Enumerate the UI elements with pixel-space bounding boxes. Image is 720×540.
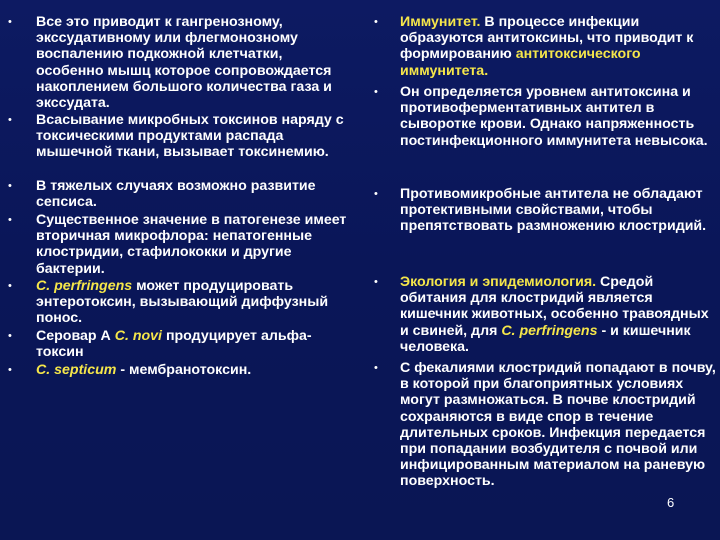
left-bullet-3 [0,178,352,212]
right-bullet-5 [368,360,718,490]
right-bullet-1 [368,14,718,84]
left-bullet-4 [0,212,352,278]
bullet-icon: • [8,114,12,126]
left-bullet-6-pre: Серовар А [36,328,115,344]
bullet-icon: • [8,214,12,226]
highlight-antitoxic-immunity: антитоксического иммунитета. [400,46,641,79]
left-bullet-5 [0,278,352,328]
organism-name: C. novi [114,328,162,344]
bullet-icon: • [374,86,378,98]
bullet-icon: • [8,180,12,192]
left-bullet-6-text: продуцирует альфа-токсин [36,328,312,361]
bullet-icon: • [8,280,12,292]
organism-name: C. perfringens [501,322,598,339]
right-bullet-2-text: Он определяется уровнем антитоксина и противоферментативных антител в сыворотке крови. Однако напряженность постинфекционного иммунитета невысока. [400,84,708,149]
right-bullet-2 [368,84,718,186]
right-bullet-3-text: Противомикробные антитела не обладают протективными свойствами, чтобы препятствовать размножению клостридий. [400,186,707,235]
organism-name: C. septicum [36,362,117,378]
left-column [0,14,352,378]
right-bullet-4 [368,274,718,360]
right-column [368,14,718,490]
bullet-icon: • [374,188,378,200]
left-bullet-2 [0,112,352,178]
page-number: 6 [667,495,675,510]
left-bullet-5-text: может продуцировать энтеротоксин, вызывающий диффузный понос. [36,278,329,327]
bullet-icon: • [8,16,12,28]
section-heading-ecology: Экология и эпидемиология. [400,274,597,290]
bullet-icon: • [8,330,12,342]
left-bullet-6 [0,328,352,362]
left-bullet-4-text: Существенное значение в патогенезе имеет вторичная микрофлора: непатогенные клостридии, стафилококки и другие бактерии. [36,212,347,277]
left-bullet-7-text: - мембранотоксин. [116,362,252,378]
right-bullet-3 [368,186,718,274]
right-bullet-1-text: В процессе инфекции образуются антитоксины, что приводит к формированию [400,14,694,63]
left-bullet-1 [0,14,352,112]
left-bullet-3-text: В тяжелых случаях возможно развитие сепсиса. [36,178,316,211]
left-bullet-7 [0,362,352,378]
right-bullet-4-text: Средой обитания для клостридий является кишечник животных, особенно травоядных и свиней, для [400,274,709,339]
bullet-icon: • [374,16,378,28]
right-bullet-4-rest: - и кишечник человека. [400,322,691,355]
left-bullet-1-text: Все это приводит к гангренозному, экссудативному или флегмонозному воспалению подкожной клетчатки, особенно мышц которое сопровождается накоплением большого количества газа и экссудата. [36,14,332,112]
section-heading-immunity: Иммунитет. [400,14,481,30]
bullet-icon: • [374,362,378,374]
organism-name: C. perfringens [36,278,133,294]
right-bullet-5-text: С фекалиями клостридий попадают в почву, в которой при благоприятных условиях могут размножаться. В почве клостридий сохраняются в виде спор в течение длительных сроков. Инфекция передается при попадании возбудителя с почвой или инфицированным материалом на раневую поверхность. [400,360,716,490]
bullet-icon: • [374,276,378,288]
bullet-icon: • [8,364,12,376]
left-bullet-2-text: Всасывание микробных токсинов наряду с токсическими продуктами распада мышечной ткани, вызывает токсинемию. [36,112,344,161]
